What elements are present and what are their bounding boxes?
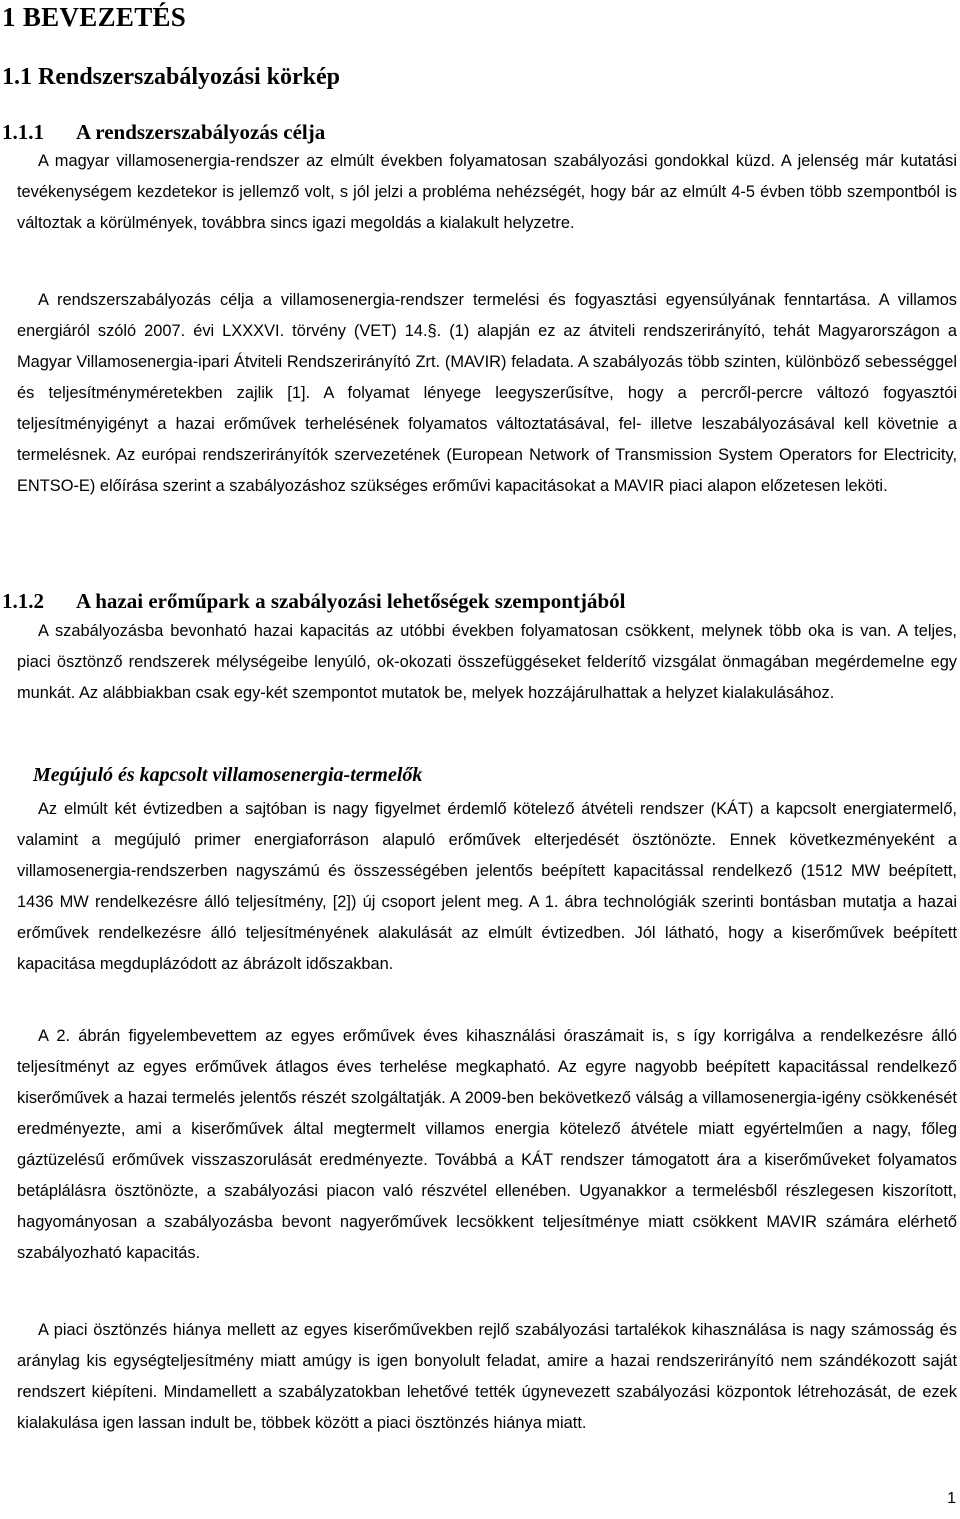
paragraph: Az elmúlt két évtizedben a sajtóban is nagy figyelmet érdemlő kötelező átvételi rendszer (KÁT) a kapcsolt energiatermelő, valamint a megújuló primer energiaforráson alapuló erőművek elterjedését ösztönözte. Ennek következményeként a villamosenergia-rendszerben nagyszámú és összességében jelentős beépített kapacitással rendelkező (1512 MW beépített, 1436 MW rendelkezésre álló teljesítmény, [2]) új csoport jelent meg. A 1. ábra technológiák szerinti bontásban mutatja a hazai erőművek rendelkezésre álló teljesítményének alakulását az elmúlt évtizedben. Jól látható, hogy a kiserőművek beépített kapacitása megduplázódott az ábrázolt időszakban. [17, 800, 957, 973]
subsection-title: A rendszerszabályozás célja [76, 120, 326, 144]
paragraph: A szabályozásba bevonható hazai kapacitás az utóbbi években folyamatosan csökkent, melynek több oka is van. A teljes, piaci ösztönző rendszerek mélységeibe lenyúló, ok-okozati összefüggéseket felderítő vizsgálat önmagában megérdemelne egy munkát. Az alábbiakban csak egy-két szempontot mutatok be, melyek hozzájárulhattak a helyzet kialakulásához. [17, 622, 957, 702]
subsection-heading-1-1-2 [2, 589, 625, 614]
page-number: 1 [947, 1490, 956, 1507]
section-heading: 1.1 Rendszerszabályozási körkép [2, 64, 340, 90]
paragraph: A 2. ábrán figyelembevettem az egyes erőművek éves kihasználási óraszámait is, s így korrigálva a rendelkezésre álló teljesítményt az egyes erőművek átlagos éves terhelése megkapható. Az egyre nagyobb beépített kapacitással rendelkező kiserőművek a hazai termelés jelentős részét szolgáltatják. A 2009-ben bekövetkező válság a villamosenergia-igény csökkenését eredményezte, ami a kiserőművek által megtermelt villamos energia kötelező átvétele miatt egyértelműen a nagy, főleg gáztüzelésű erőművek visszaszorulását eredményezte. Továbbá a KÁT rendszer támogatott ára a kiserőműveket folyamatos betáplálásra ösztönözte, a szabályozási piacon való részvétel ellenében. Ugyanakkor a termelésből részlegesen kiszorított, hagyományosan a szabályozásba bevont nagyerőművek lecsökkent teljesítménye miatt csökkent MAVIR számára elérhető szabályozható kapacitás. [17, 1027, 957, 1262]
subsection-heading-1-1-1 [2, 120, 325, 145]
subsection-number: 1.1.2 [2, 589, 44, 613]
subsection-title: A hazai erőműpark a szabályozási lehetőségek szempontjából [76, 589, 626, 613]
subsection-number: 1.1.1 [2, 120, 44, 144]
paragraph: A piaci ösztönzés hiánya mellett az egyes kiserőművekben rejlő szabályozási tartalékok kihasználása is nagy számosság és aránylag kis egységteljesítmény miatt amúgy is igen bonyolult feladat, amire a hazai rendszerirányító nem szándékozott saját rendszert kiépíteni. Mindamellett a szabályzatokban lehetővé tették úgynevezett szabályozási központok létrehozását, de ezek kialakulása igen lassan indult be, többek között a piaci ösztönzés hiánya miatt. [17, 1321, 957, 1432]
paragraph: A magyar villamosenergia-rendszer az elmúlt években folyamatosan szabályozási gondokkal küzd. A jelenség már kutatási tevékenységem kezdetekor is jellemző volt, s jól jelzi a probléma nehézségét, hogy bár az elmúlt 4-5 évben több szempontból is változtak a körülmények, továbbra sincs igazi megoldás a kialakult helyzetre. [17, 152, 957, 232]
paragraph: A rendszerszabályozás célja a villamosenergia-rendszer termelési és fogyasztási egyensúlyának fenntartása. A villamos energiáról szóló 2007. évi LXXXVI. törvény (VET) 14.§. (1) alapján ez az átviteli rendszerirányító, tehát Magyarországon a Magyar Villamosenergia-ipari Átviteli Rendszerirányító Zrt. (MAVIR) feladata. A szabályozás több szinten, különböző sebességgel és teljesítményméretekben zajlik [1]. A folyamat lényege leegyszerűsítve, hogy a percről-percre változó fogyasztói teljesítményigényt a hazai erőművek terhelésének folyamatos változtatásával, fel- illetve leszabályozásával kell követnie a termelésnek. Az európai rendszerirányítók szervezetének (European Network of Transmission System Operators for Electricity, ENTSO-E) előírása szerint a szabályozáshoz szükséges erőművi kapacitásokat a MAVIR piaci alapon előzetesen leköti. [17, 291, 957, 495]
topic-heading: Megújuló és kapcsolt villamosenergia-termelők [33, 764, 423, 786]
chapter-heading: 1 BEVEZETÉS [2, 2, 187, 32]
